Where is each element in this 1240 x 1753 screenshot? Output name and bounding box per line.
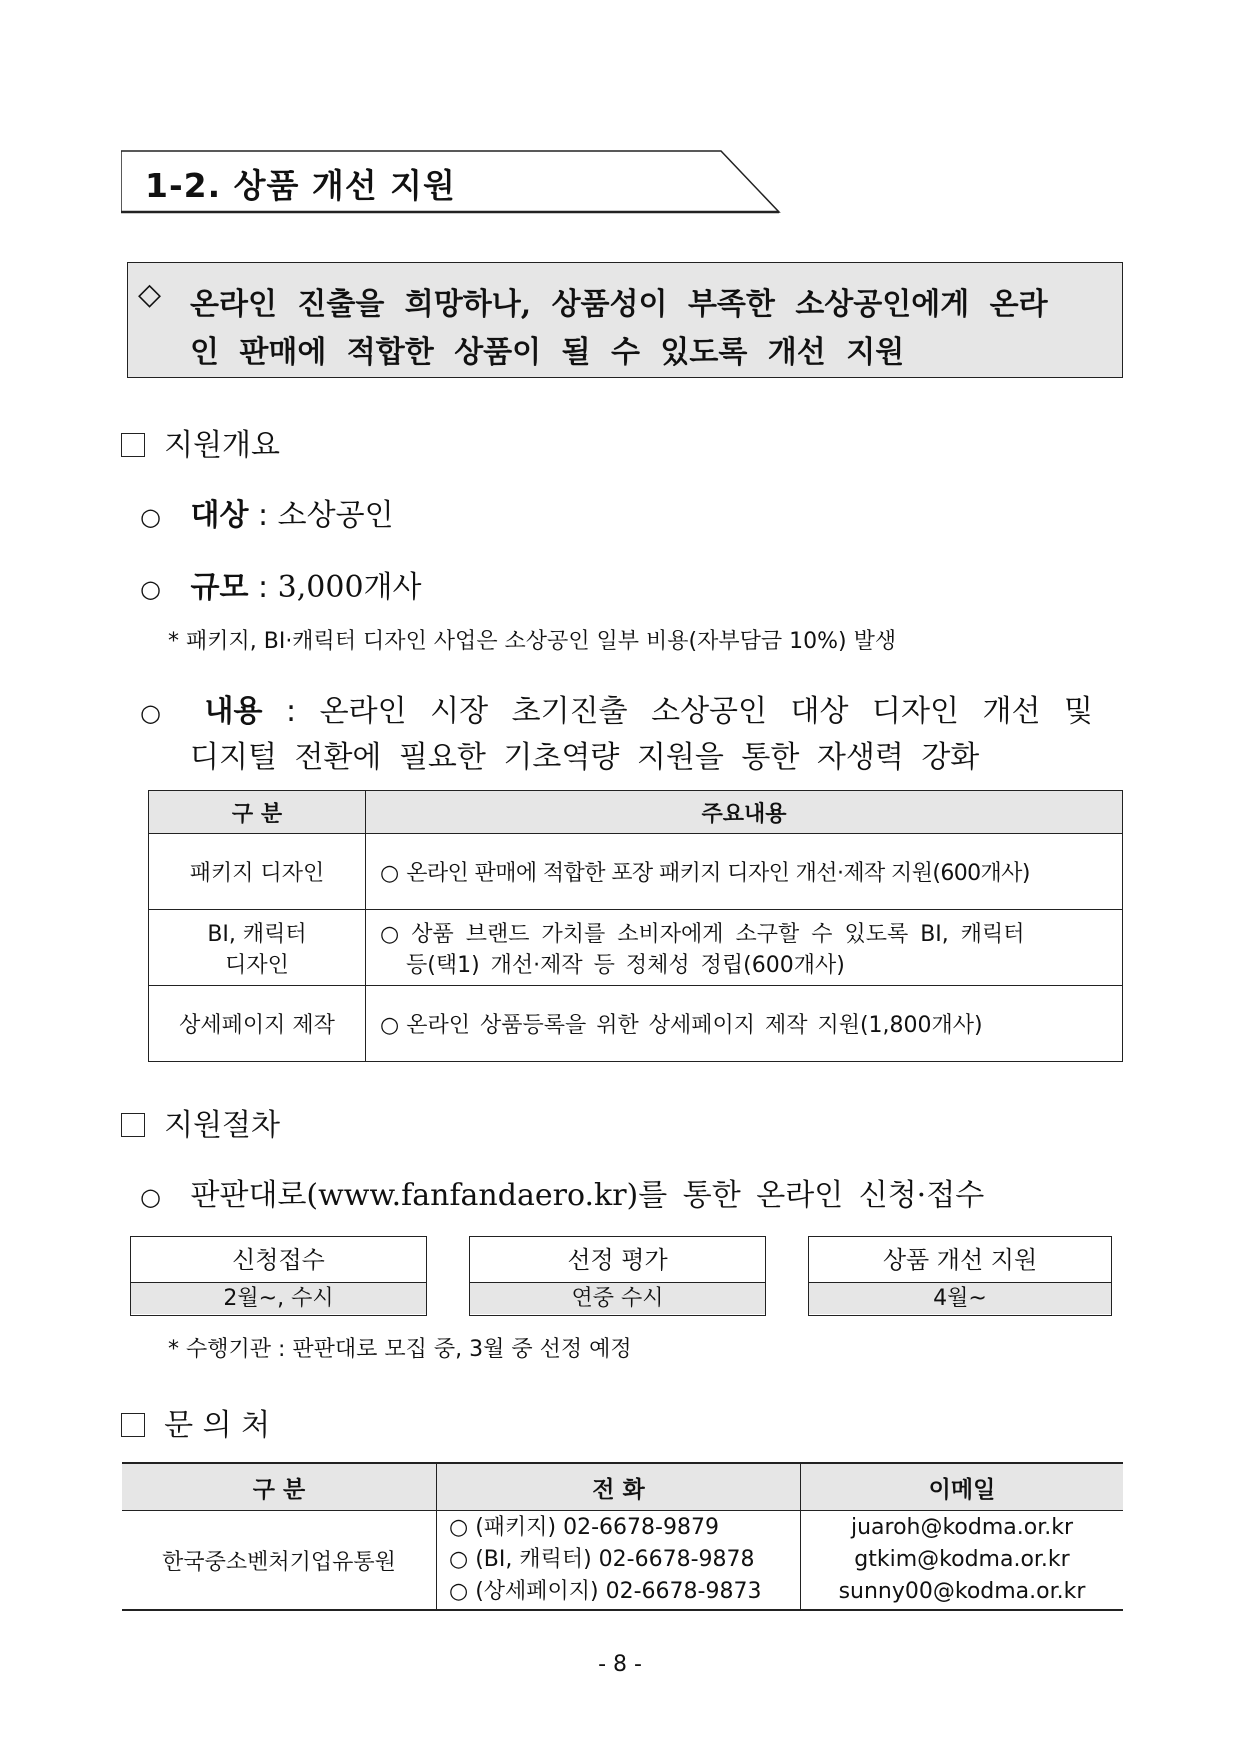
procedure-note: * 수행기관 : 판판대로 모집 중, 3월 중 선정 예정	[168, 1337, 632, 1362]
circle-bullet-icon: ○	[140, 1183, 161, 1211]
content-label: 내용	[204, 694, 263, 729]
table-header-category: 구 분	[149, 791, 366, 834]
scale-note: * 패키지, BI·캐릭터 디자인 사업은 소상공인 일부 비용(자부담금 10%) 발생	[168, 629, 897, 654]
scale-label: 규모	[190, 570, 249, 605]
contact-header-category: 구 분	[122, 1463, 437, 1511]
contact-heading: 문 의 처	[164, 1408, 271, 1443]
page-number: - 8 -	[598, 1652, 642, 1677]
page-title: 1-2. 상품 개선 지원	[145, 166, 456, 205]
summary-line-2: 인 판매에 적합한 상품이 될 수 있도록 개선 지원	[190, 335, 905, 370]
procedure-section-heading	[121, 1100, 280, 1144]
table-row	[149, 986, 1123, 1062]
contact-table	[122, 1462, 1123, 1611]
target-line: ○ 대상 : 소상공인	[140, 498, 394, 533]
support-content-table	[148, 790, 1123, 1062]
step-name: 신청접수	[131, 1237, 426, 1283]
contact-org: 한국중소벤처기업유통원	[122, 1511, 437, 1611]
summary-box	[127, 262, 1123, 378]
target-label: 대상	[190, 498, 249, 533]
phone-detail-page: ○ (상세페이지) 02-6678-9873	[449, 1579, 762, 1604]
contact-header-email: 이메일	[801, 1463, 1124, 1511]
procedure-line	[140, 1170, 984, 1214]
procedure-text: 판판대로(www.fanfandaero.kr)를 통한 온라인 신청·접수	[190, 1178, 985, 1213]
circle-bullet-icon: ○	[380, 921, 412, 947]
procedure-step-apply	[130, 1236, 427, 1316]
circle-bullet-icon: ○	[140, 699, 161, 727]
table-header-content: 주요내용	[366, 791, 1123, 834]
content-line-1: ○ 내용 : 온라인 시장 초기진출 소상공인 대상 디자인 개선 및	[140, 694, 1094, 729]
step-name: 선정 평가	[470, 1237, 765, 1283]
table-cell-category: 패키지 디자인	[149, 834, 366, 910]
scale-value: 3,000개사	[277, 570, 422, 605]
checkbox-square-icon	[121, 1113, 145, 1137]
contact-header-phone: 전 화	[437, 1463, 801, 1511]
scale-line: ○ 규모 : 3,000개사	[140, 570, 422, 605]
contact-emails	[801, 1511, 1124, 1611]
table-row	[122, 1511, 1123, 1611]
procedure-step-evaluation	[469, 1236, 766, 1316]
email-package: juaroh@kodma.or.kr	[850, 1515, 1074, 1540]
circle-bullet-icon: ○	[140, 503, 161, 531]
summary-line-1: 온라인 진출을 희망하나, 상품성이 부족한 소상공인에게 온라	[190, 287, 1048, 322]
table-cell-category: 상세페이지 제작	[149, 986, 366, 1062]
circle-bullet-icon: ○	[380, 1013, 407, 1038]
contact-phones	[437, 1511, 801, 1611]
contact-header-row	[122, 1463, 1123, 1511]
step-period: 4월~	[809, 1283, 1111, 1314]
phone-package: ○ (패키지) 02-6678-9879	[449, 1515, 719, 1540]
table-row	[149, 910, 1123, 986]
table-header-row	[149, 791, 1123, 834]
table-row	[149, 834, 1123, 910]
table-cell-desc: ○ 온라인 판매에 적합한 포장 패키지 디자인 개선·제작 지원(600개사)	[366, 834, 1123, 910]
email-bi-character: gtkim@kodma.or.kr	[854, 1547, 1070, 1572]
section-title-tab	[121, 150, 781, 214]
checkbox-square-icon	[121, 1413, 145, 1437]
diamond-icon: ◇	[138, 277, 162, 312]
content-text-2: 디지털 전환에 필요한 기초역량 지원을 통한 자생력 강화	[190, 740, 980, 775]
overview-heading: 지원개요	[164, 428, 281, 463]
procedure-step-support	[808, 1236, 1112, 1316]
table-cell-category: BI, 캐릭터 디자인	[149, 910, 366, 986]
overview-section-heading	[121, 420, 280, 464]
content-text-1: 온라인 시장 초기진출 소상공인 대상 디자인 개선 및	[319, 694, 1094, 729]
table-cell-desc: ○ 온라인 상품등록을 위한 상세페이지 제작 지원(1,800개사)	[366, 986, 1123, 1062]
email-detail-page: sunny00@kodma.or.kr	[838, 1579, 1086, 1604]
phone-bi-character: ○ (BI, 캐릭터) 02-6678-9878	[449, 1547, 755, 1572]
target-value: 소상공인	[277, 498, 394, 533]
contact-section-heading	[121, 1400, 270, 1444]
step-period: 연중 수시	[470, 1283, 765, 1314]
step-period: 2월~, 수시	[131, 1283, 426, 1314]
circle-bullet-icon: ○	[380, 861, 407, 886]
procedure-heading: 지원절차	[164, 1108, 281, 1143]
table-cell-desc: ○ 상품 브랜드 가치를 소비자에게 소구할 수 있도록 BI, 캐릭터 등(택1) 개선·제작 등 정체성 정립(600개사)	[366, 910, 1123, 986]
circle-bullet-icon: ○	[140, 575, 161, 603]
step-name: 상품 개선 지원	[809, 1237, 1111, 1283]
checkbox-square-icon	[121, 433, 145, 457]
